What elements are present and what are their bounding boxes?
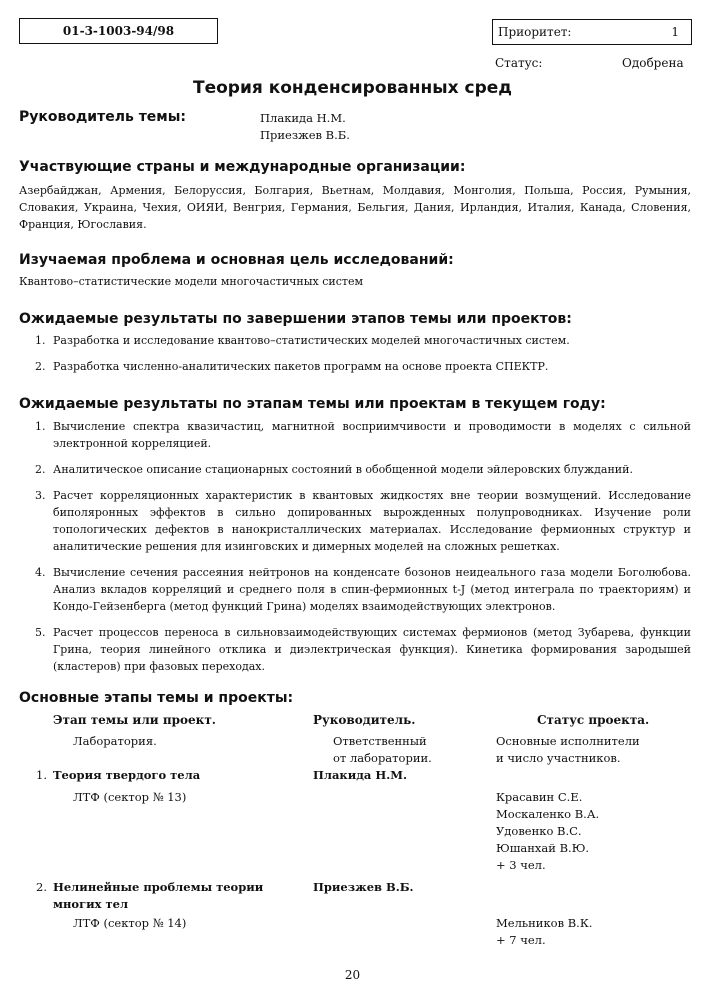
countries-heading: Участвующие страны и международные организации: [19, 159, 466, 175]
project-number: 1. [36, 768, 47, 782]
year-results-heading: Ожидаемые результаты по этапам темы или проектам в текущем году: [19, 396, 606, 412]
project-leader: Плакида Н.М. [313, 768, 407, 782]
priority-label: Приоритет: [498, 25, 572, 39]
project-member: Юшанхай В.Ю. [496, 841, 590, 855]
project-number: 2. [36, 880, 47, 894]
list-item: 4. Вычисление сечения рассеяния нейтронов на конденсате бозонов неидеального газа модели Боголюбова. Анализ вкладов корреляций и среднего поля в спин-фермионных t-J (метод интеграла по траекториям) и Кондо-Гейзенберга (метод функций Грина) моделях взаимодействующих электронов. [35, 566, 691, 613]
problem-heading: Изучаемая проблема и основная цель исследований: [19, 252, 454, 268]
project-lab: ЛТФ (сектор № 14) [73, 916, 187, 930]
project-member: Москаленко В.А. [496, 807, 600, 821]
status-value: Одобрена [622, 56, 684, 70]
stages-heading: Основные этапы темы и проекты: [19, 690, 294, 706]
project-member-count: + 3 чел. [496, 858, 546, 872]
column-subheader-status: и число участников. [496, 751, 621, 765]
column-subheader-lab: Лаборатория. [73, 734, 157, 748]
list-item: 5. Расчет процессов переноса в сильновзаимодействующих системах фермионов (метод Зубарева, функции Грина, теория линейного отклика и диэлектрическая функция). Кинетика формирования зародышей (кластеров) при фазовых переходах. [35, 626, 691, 673]
list-item: 2. Аналитическое описание стационарных состояний в обобщенной модели эйлеровских блужданий. [35, 463, 633, 476]
list-item: 3. Расчет корреляционных характеристик в квантовых жидкостях вне теории возмущений. Исследование биполяронных эффектов в сильно допированных вырожденных полупроводниках. Изучение роли топологических дефектов в нанокристаллических материалах. Исследование фермионных структур и аналитические решения для изинговских и димерных моделей на сложных решетках. [35, 489, 691, 553]
column-subheader-status: Основные исполнители [496, 734, 640, 748]
column-header-status: Статус проекта. [537, 713, 650, 727]
column-header-stage: Этап темы или проект. [53, 713, 216, 727]
project-member: Мельников В.К. [496, 916, 593, 930]
project-lab: ЛТФ (сектор № 13) [73, 790, 187, 804]
column-header-leader: Руководитель. [313, 713, 416, 727]
problem-text: Квантово–статистические модели многочастичных систем [19, 275, 364, 288]
project-member: Удовенко В.С. [496, 824, 582, 838]
document-code: 01-3-1003-94/98 [19, 18, 218, 44]
final-results-list [19, 332, 691, 375]
project-title: Нелинейные проблемы теории [53, 880, 264, 894]
list-item: 1. Вычисление спектра квазичастиц, магнитной восприимчивости и проводимости в моделях с сильной электронной корреляцией. [35, 420, 691, 450]
year-results-list [19, 418, 691, 675]
project-title-continued: многих тел [53, 897, 129, 911]
column-subheader-leader: от лаборатории. [333, 751, 432, 765]
column-subheader-leader: Ответственный [333, 734, 427, 748]
list-item: 1. Разработка и исследование квантово–статистических моделей многочастичных систем. [35, 334, 570, 347]
project-member: Красавин С.Е. [496, 790, 583, 804]
page-number: 20 [344, 968, 361, 982]
project-member-count: + 7 чел. [496, 933, 546, 947]
leader-name: Приезжев В.Б. [260, 128, 350, 142]
status-label: Статус: [495, 56, 543, 70]
page-title: Теория конденсированных сред [192, 78, 512, 98]
project-title: Теория твердого тела [53, 768, 201, 782]
final-results-heading: Ожидаемые результаты по завершении этапов темы или проектов: [19, 311, 572, 327]
leaders-heading: Руководитель темы: [19, 109, 187, 125]
leader-name: Плакида Н.М. [260, 111, 346, 125]
list-item: 2. Разработка численно-аналитических пакетов программ на основе проекта СПЕКТР. [35, 360, 549, 373]
project-leader: Приезжев В.Б. [313, 880, 414, 894]
priority-box [492, 19, 692, 45]
countries-text: Азербайджан, Армения, Белоруссия, Болгария, Вьетнам, Молдавия, Монголия, Польша, Россия, Румыния, Словакия, Украина, Чехия, ОИЯИ, Венгрия, Германия, Бельгия, Дания, Ирландия, Италия, Канада, Словения, Франция, Югославия. [19, 184, 691, 231]
priority-value: 1 [671, 25, 679, 39]
